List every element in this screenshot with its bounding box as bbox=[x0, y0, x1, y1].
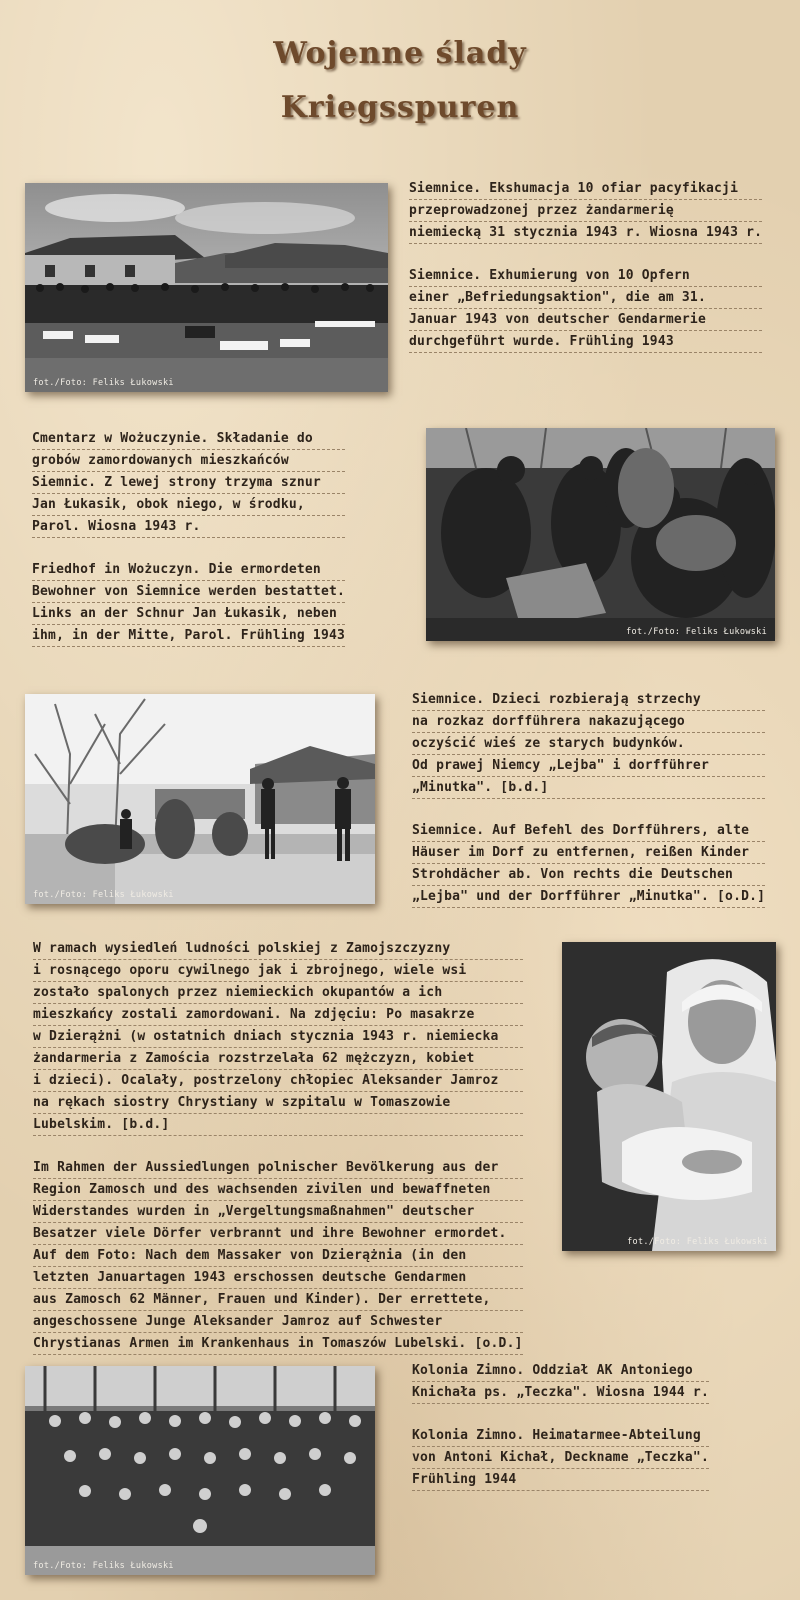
caption-children-thatch bbox=[412, 689, 765, 908]
caption-line: Friedhof in Wożuczyn. Die ermordeten bbox=[32, 559, 345, 581]
caption-line: Kolonia Zimno. Heimatarmee-Abteilung bbox=[412, 1425, 709, 1447]
page-title: Wojenne ślady bbox=[273, 36, 527, 71]
caption-exhumation bbox=[409, 178, 762, 353]
caption-line: „Minutka". [b.d.] bbox=[412, 777, 765, 799]
caption-de bbox=[409, 265, 762, 353]
caption-de bbox=[32, 559, 345, 647]
caption-line: Im Rahmen der Aussiedlungen polnischer Bevölkerung aus der bbox=[33, 1157, 523, 1179]
photo-credit: fot./Foto: Feliks Łukowski bbox=[33, 378, 174, 388]
caption-line: zostało spalonych przez niemieckich okupantów a ich bbox=[33, 982, 523, 1004]
photo-ak-unit bbox=[25, 1366, 375, 1575]
caption-line: von Antoni Kichał, Deckname „Teczka". bbox=[412, 1447, 709, 1469]
caption-line: Bewohner von Siemnice werden bestattet. bbox=[32, 581, 345, 603]
caption-line: W ramach wysiedleń ludności polskiej z Zamojszczyzny bbox=[33, 938, 523, 960]
caption-line: Siemnic. Z lewej strony trzyma sznur bbox=[32, 472, 345, 494]
photo-exhumation bbox=[25, 183, 388, 392]
caption-pl bbox=[412, 689, 765, 799]
caption-line: Cmentarz w Wożuczynie. Składanie do bbox=[32, 428, 345, 450]
caption-line: na rękach siostry Chrystiany w szpitalu w Tomaszowie bbox=[33, 1092, 523, 1114]
caption-line: Häuser im Dorf zu entfernen, reißen Kinder bbox=[412, 842, 765, 864]
caption-line: w Dzierążni (w ostatnich dniach stycznia 1943 r. niemiecka bbox=[33, 1026, 523, 1048]
caption-line: Kolonia Zimno. Oddział AK Antoniego bbox=[412, 1360, 709, 1382]
caption-line: Frühling 1944 bbox=[412, 1469, 709, 1491]
caption-line: Lubelskim. [b.d.] bbox=[33, 1114, 523, 1136]
caption-line: Siemnice. Exhumierung von 10 Opfern bbox=[409, 265, 762, 287]
caption-line: Widerstandes wurden in „Vergeltungsmaßnahmen" deutscher bbox=[33, 1201, 523, 1223]
caption-cemetery bbox=[32, 428, 345, 647]
caption-line: Siemnice. Auf Befehl des Dorfführers, alte bbox=[412, 820, 765, 842]
caption-line: „Lejba" und der Dorfführer „Minutka". [o.D.] bbox=[412, 886, 765, 908]
cemetery-photo-image bbox=[426, 428, 775, 641]
caption-de bbox=[412, 820, 765, 908]
caption-line: żandarmeria z Zamościa rozstrzelała 62 mężczyzn, kobiet bbox=[33, 1048, 523, 1070]
photo-children-thatch bbox=[25, 694, 375, 904]
caption-pl bbox=[32, 428, 345, 538]
caption-line: na rozkaz dorfführera nakazującego bbox=[412, 711, 765, 733]
caption-line: Strohdächer ab. Von rechts die Deutschen bbox=[412, 864, 765, 886]
caption-pl bbox=[412, 1360, 709, 1404]
caption-line: Region Zamosch und des wachsenden zivilen und bewaffneten bbox=[33, 1179, 523, 1201]
caption-line: einer „Befriedungsaktion", die am 31. bbox=[409, 287, 762, 309]
photo-nurse-child bbox=[562, 942, 776, 1251]
caption-line: letzten Januartagen 1943 erschossen deutsche Gendarmen bbox=[33, 1267, 523, 1289]
caption-line: Knichała ps. „Teczka". Wiosna 1944 r. bbox=[412, 1382, 709, 1404]
caption-dzierazna bbox=[33, 938, 523, 1355]
caption-pl bbox=[33, 938, 523, 1136]
caption-line: angeschossene Junge Aleksander Jamroz auf Schwester bbox=[33, 1311, 523, 1333]
caption-line: ihm, in der Mitte, Parol. Frühling 1943 bbox=[32, 625, 345, 647]
caption-de bbox=[412, 1425, 709, 1491]
page-subtitle: Kriegsspuren bbox=[280, 90, 520, 125]
caption-line: Besatzer viele Dörfer verbrannt und ihre Bewohner ermordet. bbox=[33, 1223, 523, 1245]
caption-line: i dzieci). Ocalały, postrzelony chłopiec Aleksander Jamroz bbox=[33, 1070, 523, 1092]
caption-line: Siemnice. Dzieci rozbierają strzechy bbox=[412, 689, 765, 711]
caption-line: Od prawej Niemcy „Lejba" i dorfführer bbox=[412, 755, 765, 777]
caption-line: Auf dem Foto: Nach dem Massaker von Dzierążnia (in den bbox=[33, 1245, 523, 1267]
caption-line: mieszkańcy zostali zamordowani. Na zdjęciu: Po masakrze bbox=[33, 1004, 523, 1026]
nurse-photo-image bbox=[562, 942, 776, 1251]
caption-line: Chrystianas Armen im Krankenhaus in Tomaszów Lubelski. [o.D.] bbox=[33, 1333, 523, 1355]
photo-credit: fot./Foto: Feliks Łukowski bbox=[626, 627, 767, 637]
photo-credit: fot./Foto: Feliks Łukowski bbox=[627, 1237, 768, 1247]
ak-unit-photo-image bbox=[25, 1366, 375, 1575]
caption-de bbox=[33, 1157, 523, 1355]
caption-line: i rosnącego oporu cywilnego jak i zbrojnego, wiele wsi bbox=[33, 960, 523, 982]
caption-line: Links an der Schnur Jan Łukasik, neben bbox=[32, 603, 345, 625]
thatch-photo-image bbox=[25, 694, 375, 904]
caption-line: Siemnice. Ekshumacja 10 ofiar pacyfikacji bbox=[409, 178, 762, 200]
caption-line: przeprowadzonej przez żandarmerię bbox=[409, 200, 762, 222]
caption-line: aus Zamosch 62 Männer, Frauen und Kinder). Der errettete, bbox=[33, 1289, 523, 1311]
caption-line: Januar 1943 von deutscher Gendarmerie bbox=[409, 309, 762, 331]
photo-cemetery bbox=[426, 428, 775, 641]
caption-line: Jan Łukasik, obok niego, w środku, bbox=[32, 494, 345, 516]
photo-credit: fot./Foto: Feliks Łukowski bbox=[33, 890, 174, 900]
caption-line: Parol. Wiosna 1943 r. bbox=[32, 516, 345, 538]
caption-ak-unit bbox=[412, 1360, 709, 1491]
caption-line: oczyścić wieś ze starych budynków. bbox=[412, 733, 765, 755]
caption-line: niemiecką 31 stycznia 1943 r. Wiosna 1943 r. bbox=[409, 222, 762, 244]
exhumation-photo-image bbox=[25, 183, 388, 392]
photo-credit: fot./Foto: Feliks Łukowski bbox=[33, 1561, 174, 1571]
caption-pl bbox=[409, 178, 762, 244]
caption-line: durchgeführt wurde. Frühling 1943 bbox=[409, 331, 762, 353]
caption-line: grobów zamordowanych mieszkańców bbox=[32, 450, 345, 472]
